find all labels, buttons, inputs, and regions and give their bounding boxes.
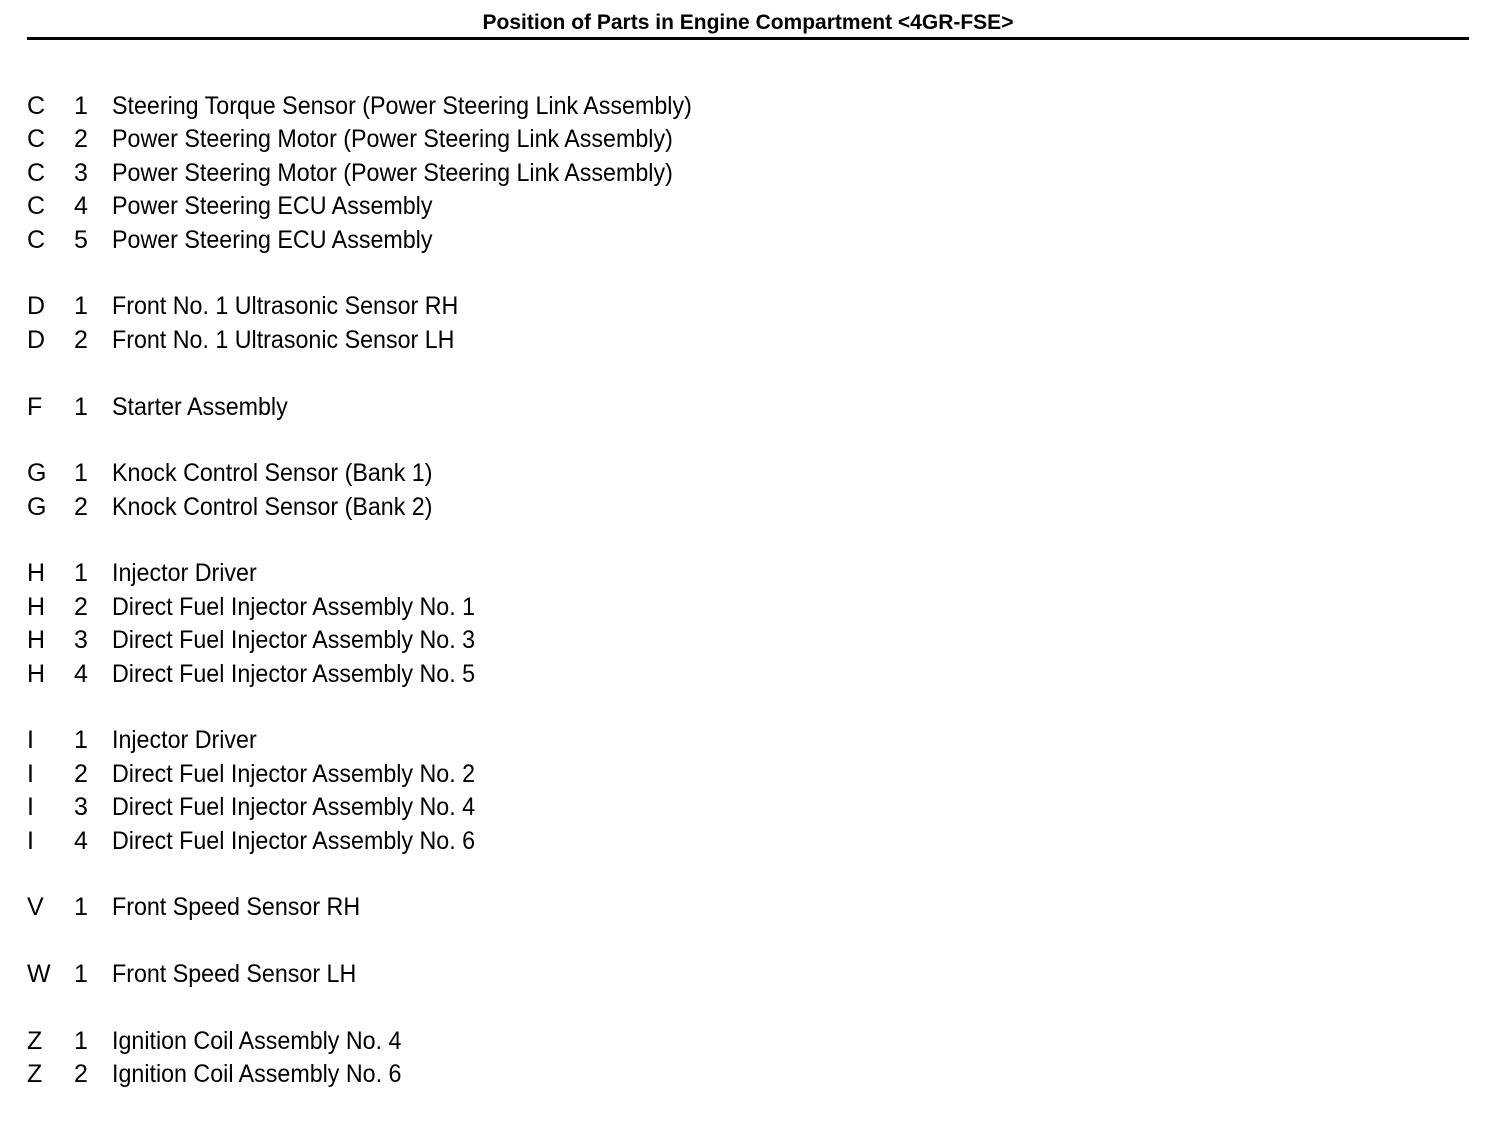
part-row — [27, 1058, 1027, 1091]
part-row — [27, 591, 1027, 624]
part-row — [27, 290, 1027, 323]
part-row — [27, 123, 1027, 156]
part-name: Ignition Coil Assembly No. 6 — [112, 1060, 402, 1089]
connector-number: 1 — [74, 292, 88, 321]
parts-group-c — [27, 90, 1027, 257]
part-name: Front Speed Sensor LH — [112, 960, 357, 989]
parts-group-z — [27, 1025, 1027, 1092]
part-name: Knock Control Sensor (Bank 1) — [112, 459, 433, 488]
connector-code: Z — [27, 1060, 43, 1089]
part-row — [27, 1025, 1027, 1058]
connector-number: 1 — [74, 726, 88, 755]
part-name: Steering Torque Sensor (Power Steering Link Assembly) — [112, 92, 692, 120]
connector-number: 3 — [74, 158, 88, 187]
part-name: Knock Control Sensor (Bank 2) — [112, 492, 433, 521]
connector-code: Z — [27, 1026, 43, 1055]
connector-number: 2 — [74, 1060, 88, 1089]
connector-number: 1 — [74, 893, 88, 922]
part-name: Direct Fuel Injector Assembly No. 5 — [112, 659, 476, 688]
connector-number: 3 — [74, 626, 88, 655]
part-name: Direct Fuel Injector Assembly No. 2 — [112, 759, 476, 788]
connector-code: D — [27, 292, 46, 321]
part-name: Power Steering ECU Assembly — [112, 225, 433, 254]
part-row — [27, 958, 1027, 991]
connector-code: F — [27, 392, 43, 421]
connector-code: G — [27, 459, 47, 488]
connector-number: 4 — [74, 192, 88, 221]
connector-number: 1 — [74, 459, 88, 488]
connector-code: H — [27, 626, 46, 655]
part-name: Direct Fuel Injector Assembly No. 3 — [112, 626, 476, 655]
part-name: Power Steering Motor (Power Steering Link Assembly) — [112, 125, 673, 154]
connector-code: C — [27, 192, 46, 221]
part-row — [27, 491, 1027, 524]
parts-group-v — [27, 891, 1027, 924]
part-name: Front Speed Sensor RH — [112, 893, 361, 922]
part-row — [27, 791, 1027, 824]
connector-number: 1 — [74, 559, 88, 588]
connector-number: 2 — [74, 492, 88, 521]
part-row — [27, 758, 1027, 791]
part-row — [27, 658, 1027, 691]
connector-code: H — [27, 659, 46, 688]
connector-code: C — [27, 158, 46, 187]
part-row — [27, 157, 1027, 190]
connector-number: 1 — [74, 960, 88, 989]
part-name: Front No. 1 Ultrasonic Sensor RH — [112, 292, 459, 321]
connector-number: 1 — [74, 1026, 88, 1055]
connector-number: 2 — [74, 592, 88, 621]
connector-code: I — [27, 826, 34, 855]
title-underline-divider — [27, 37, 1469, 40]
connector-number: 1 — [74, 392, 88, 421]
part-name: Injector Driver — [112, 559, 257, 588]
part-name: Power Steering ECU Assembly — [112, 192, 433, 221]
connector-code: V — [27, 893, 44, 922]
part-row — [27, 724, 1027, 757]
part-name: Direct Fuel Injector Assembly No. 1 — [112, 592, 476, 621]
part-row — [27, 224, 1027, 257]
connector-number: 2 — [74, 125, 88, 154]
part-row — [27, 624, 1027, 657]
part-row — [27, 825, 1027, 858]
connector-code: H — [27, 559, 46, 588]
part-row — [27, 891, 1027, 924]
part-row — [27, 557, 1027, 590]
connector-number: 2 — [74, 759, 88, 788]
parts-group-d — [27, 290, 1027, 357]
part-name: Injector Driver — [112, 726, 257, 755]
connector-code: C — [27, 125, 46, 154]
parts-group-i — [27, 724, 1027, 858]
part-row — [27, 391, 1027, 424]
parts-group-g — [27, 457, 1027, 524]
connector-code: G — [27, 492, 47, 521]
parts-group-h — [27, 557, 1027, 691]
connector-number: 3 — [74, 793, 88, 822]
parts-list — [27, 90, 1027, 1125]
connector-code: I — [27, 726, 34, 755]
connector-number: 4 — [74, 659, 88, 688]
part-row — [27, 324, 1027, 357]
part-row — [27, 190, 1027, 223]
connector-code: C — [27, 92, 46, 120]
parts-group-w — [27, 958, 1027, 991]
connector-code: D — [27, 325, 46, 354]
part-name: Ignition Coil Assembly No. 4 — [112, 1026, 402, 1055]
connector-code: W — [27, 960, 51, 989]
part-name: Power Steering Motor (Power Steering Link Assembly) — [112, 158, 673, 187]
part-row — [27, 90, 1027, 123]
part-row — [27, 457, 1027, 490]
parts-group-f — [27, 391, 1027, 424]
part-name: Starter Assembly — [112, 392, 288, 421]
connector-code: I — [27, 793, 34, 822]
connector-number: 2 — [74, 325, 88, 354]
connector-code: H — [27, 592, 46, 621]
part-name: Direct Fuel Injector Assembly No. 4 — [112, 793, 476, 822]
page-title: Position of Parts in Engine Compartment <4GR-FSE> — [482, 11, 1014, 34]
connector-number: 5 — [74, 225, 88, 254]
part-name: Front No. 1 Ultrasonic Sensor LH — [112, 325, 455, 354]
connector-number: 1 — [74, 92, 88, 120]
connector-code: C — [27, 225, 46, 254]
part-name: Direct Fuel Injector Assembly No. 6 — [112, 826, 476, 855]
connector-code: I — [27, 759, 34, 788]
connector-number: 4 — [74, 826, 88, 855]
